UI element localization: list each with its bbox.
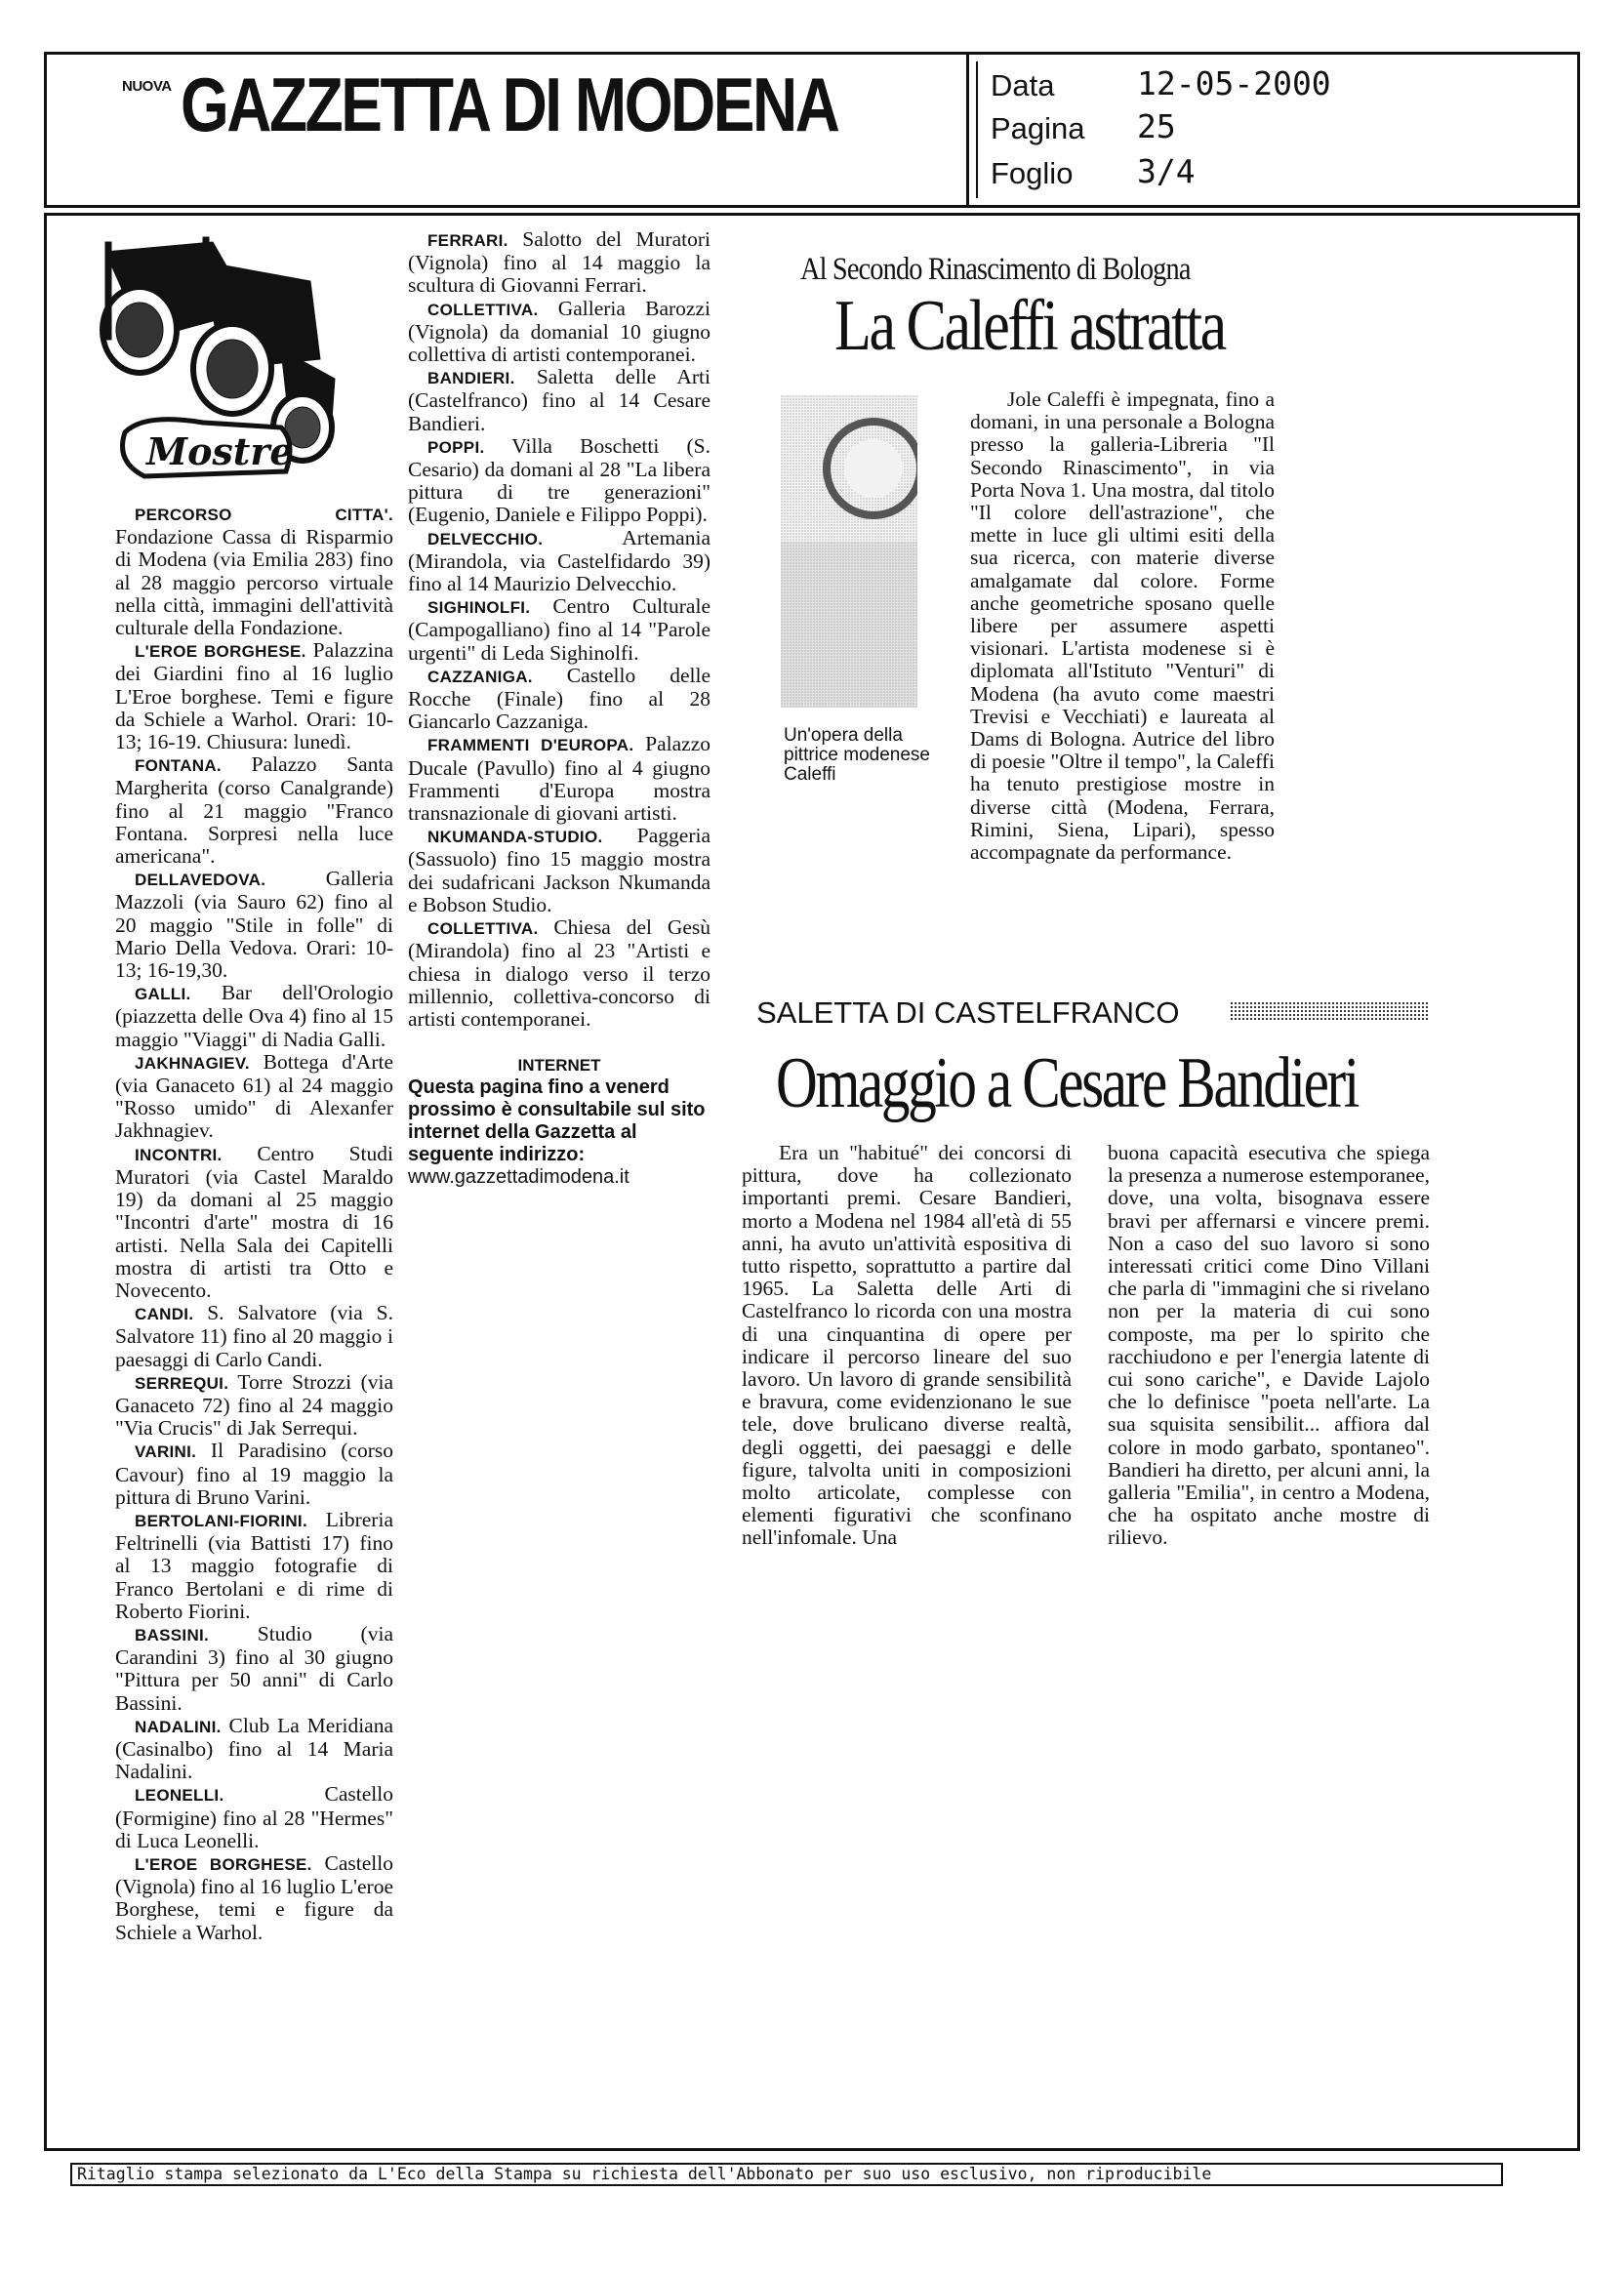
listing-entry xyxy=(408,665,710,734)
meta-label-sheet: Foglio xyxy=(991,156,1074,190)
internet-url: www.gazzettadimodena.it xyxy=(408,1166,629,1189)
listing-key: COLLETTIVA. xyxy=(427,300,539,319)
artwork-caption: Un'opera della pittrice modenese Caleffi xyxy=(784,725,930,785)
mostre-logo xyxy=(86,232,345,486)
listing-text: Paggeria (Sassuolo) fino 15 maggio mostra dei sudafricani Jackson Nkumanda e Bobson Studio. xyxy=(408,824,710,916)
listing-text: Castello delle Rocche (Finale) fino al 28 Giancarlo Cazzaniga. xyxy=(408,663,710,734)
listing-key: DELVECCHIO. xyxy=(427,529,544,548)
meta-value-sheet: 3/4 xyxy=(1137,152,1196,190)
listing-entry xyxy=(408,298,710,367)
listing-text: Club La Meridiana (Casinalbo) fino al 14 Maria Nadalini. xyxy=(115,1713,393,1784)
listing-entry xyxy=(115,868,393,982)
listing-entry xyxy=(408,366,710,435)
listing-entry xyxy=(115,1302,393,1371)
listing-key: POPPI. xyxy=(427,437,485,457)
listing-entry xyxy=(115,1783,393,1852)
listing-key: BANDIERI. xyxy=(427,369,515,388)
listing-text: Fondazione Cassa di Risparmio di Modena (via Emilia 283) fino al 28 maggio percorso virtuale nella città, immagini dell'attività culturale della Fondazione. xyxy=(115,525,393,640)
listings-column-1 xyxy=(115,503,393,1944)
header-divider-inner xyxy=(976,61,978,198)
listing-entry xyxy=(408,916,710,1031)
listing-key: NADALINI. xyxy=(135,1717,222,1736)
masthead-title: GAZZETTA DI MODENA xyxy=(181,61,838,147)
listing-entry xyxy=(115,1051,393,1143)
listing-entry xyxy=(115,639,393,753)
meta-value-page: 25 xyxy=(1137,107,1176,145)
listing-entry xyxy=(408,527,710,596)
listing-key: INCONTRI. xyxy=(135,1145,223,1164)
article2-paragraph-left: Era un "habitué" dei concorsi di pittura, dove ha collezionato importanti premi. Cesare Bandieri, morto a Modena nel 1984 all'età di 55 anni, ha avuto un'attività espositiva di tutto rispetto, soprattutto a partire dal 1965. La Saletta delle Arti di Castelfranco lo ricorda con una mostra di una cinquantina di opere per indicare il percorso lineare del suo lavoro. Un lavoro di grande sensibilità e bravura, come evidenzionano le sue tele, dove brulicano diverse realtà, degli oggetti, dei paesaggi e delle figure, talvolta uniti in composizioni molto articolate, complesse con elementi figurativi che sconfinano nell'infomale. Una xyxy=(742,1142,1072,1550)
listing-key: DELLAVEDOVA. xyxy=(135,871,266,890)
logo-label: Mostre xyxy=(146,429,294,473)
listing-entry xyxy=(408,733,710,825)
internet-text: Questa pagina fino a venerd prossimo è consultabile sul sito internet della Gazzetta al seguente indirizzo: xyxy=(408,1076,706,1166)
listing-key: L'EROE BORGHESE. xyxy=(135,1854,312,1874)
article2-section-tag: SALETTA DI CASTELFRANCO xyxy=(756,995,1180,1030)
listing-key: L'EROE BORGHESE. xyxy=(135,642,306,662)
listing-key: SERREQUI. xyxy=(135,1373,229,1393)
listing-entry xyxy=(115,1371,393,1441)
listing-entry xyxy=(115,982,393,1051)
listing-text: Centro Culturale (Campogalliano) fino al 14 "Parole urgenti" di Leda Sighinolfi. xyxy=(408,594,710,665)
article2-title: Omaggio a Cesare Bandieri xyxy=(776,1043,1358,1123)
listing-text: Centro Studi Muratori (via Castel Maraldo 19) da domani al 25 maggio "Incontri d'arte" mostra di 16 artisti. Nella Sala dei Capitelli mostra di artisti tra Otto e Novecento. xyxy=(115,1141,393,1302)
listing-entry xyxy=(115,1509,393,1623)
listing-text: Palazzo Santa Margherita (corso Canalgrande) fino al 21 maggio "Franco Fontana. Sorpresi nella luce americana". xyxy=(115,752,393,869)
listing-text: Castello (Vignola) fino al 16 luglio L'eroe Borghese, temi e figure da Schiele a Warhol. xyxy=(115,1850,393,1944)
listing-text: Studio (via Carandini 3) fino al 30 giugno "Pittura per 50 anni" di Carlo Bassini. xyxy=(115,1621,393,1715)
listing-key: SIGHINOLFI. xyxy=(427,598,531,618)
listing-text: Torre Strozzi (via Ganaceto 72) fino al 24 maggio "Via Crucis" di Jak Serrequi. xyxy=(115,1369,393,1441)
listing-entry xyxy=(115,1715,393,1784)
listing-key: NKUMANDA-STUDIO. xyxy=(427,828,603,847)
listing-entry xyxy=(408,228,710,298)
listing-text: Libreria Feltrinelli (via Battisti 17) fino al 13 maggio fotografie di Franco Bertolani e di rime di Roberto Fiorini. xyxy=(115,1507,393,1623)
listing-key: JAKHNAGIEV. xyxy=(135,1053,250,1073)
listing-entry xyxy=(408,435,710,527)
listing-text: S. Salvatore (via S. Salvatore 11) fino al 20 maggio i paesaggi di Carlo Candi. xyxy=(115,1301,393,1371)
listing-entry xyxy=(115,753,393,868)
article2-body-left xyxy=(742,1142,1072,1675)
meta-label-page: Pagina xyxy=(991,111,1085,145)
listing-entry xyxy=(115,1852,393,1944)
listing-key: BASSINI. xyxy=(135,1625,210,1645)
listing-text: Bottega d'Arte (via Ganaceto 61) al 24 maggio "Rosso umido" di Alexanfer Jakhnagiev. xyxy=(115,1049,393,1143)
listing-text: Bar dell'Orologio (piazzetta delle Ova 4) fino al 15 maggio "Viaggi" di Nadia Galli. xyxy=(115,981,393,1051)
listing-entry xyxy=(115,1623,393,1715)
listing-text: Chiesa del Gesù (Mirandola) fino al 23 "Artisti e chiesa in dialogo verso il terzo millennio, collettiva-concorso di artisti contemporanei. xyxy=(408,915,710,1031)
listing-key: COLLETTIVA. xyxy=(427,919,539,939)
article1-body xyxy=(970,388,1275,864)
article1-kicker: Al Secondo Rinascimento di Bologna xyxy=(800,252,1191,287)
listing-key: FRAMMENTI D'EUROPA. xyxy=(427,736,634,755)
listing-text: Villa Boschetti (S. Cesario) da domani al 28 "La libera pittura di tre generazioni" (Eugenio, Daniele e Filippo Poppi). xyxy=(408,433,710,527)
listing-entry xyxy=(115,503,393,639)
meta-label-date: Data xyxy=(991,68,1055,102)
listing-key: BERTOLANI-FIORINI. xyxy=(135,1511,307,1530)
listing-text: Artemania (Mirandola, via Castelfidardo 39) fino al 14 Maurizio Delvecchio. xyxy=(408,525,710,596)
listing-entry xyxy=(408,595,710,665)
listing-key: PERCORSO CITTA'. xyxy=(135,506,393,524)
listing-entry xyxy=(408,825,710,916)
listing-key: CAZZANIGA. xyxy=(427,667,533,686)
article2-paragraph-right: buona capacità esecutiva che spiega la presenza a numerose estemporanee, dove, una volta, bisognava essere bravi per affernarsi e vincere premi. Non a caso del suo lavoro si sono interessati critici come Dino Villani che parla di "immagini che si rivelano non per la materia di cui sono composte, ma per lo spirito che racchiudono e per l'energia latente di cui sono cariche", e Davide Lajolo che lo definisce "poeta nell'arte. La sua squisita sensibilit... affiora dal colore in modo garbato, spontaneo". Bandieri ha diretto, per alcuni anni, la galleria "Emilia", in centro a Modena, che ha ospitato anche mostre di rilievo. xyxy=(1108,1141,1430,1550)
article2-body-right xyxy=(1108,1142,1430,1550)
listing-entry xyxy=(115,1143,393,1302)
listing-text: Galleria Barozzi (Vignola) da domanial 10 giugno collettiva di artisti contemporanei. xyxy=(408,296,710,367)
listing-key: LEONELLI. xyxy=(135,1786,224,1806)
listing-entry xyxy=(115,1440,393,1509)
listing-text: Salotto del Muratori (Vignola) fino al 14 maggio la scultura di Giovanni Ferrari. xyxy=(408,227,710,298)
listing-text: Palazzo Ducale (Pavullo) fino al 4 giugno Frammenti d'Europa mostra transnazionale di giovani artisti. xyxy=(408,732,710,826)
artwork-photo xyxy=(781,395,917,708)
section-tag-rule xyxy=(1230,1001,1430,1021)
listing-text: Palazzina dei Giardini fino al 16 luglio L'Eroe borghese. Temi e figure da Schiele a Warhol. Orari: 10-13; 16-19. Chiusura: lunedì. xyxy=(115,638,393,754)
listing-key: VARINI. xyxy=(135,1442,197,1462)
spotlights-icon xyxy=(86,232,345,486)
header-divider xyxy=(966,52,969,208)
listing-text: Castello (Formigine) fino al 28 "Hermes" di Luca Leonelli. xyxy=(115,1782,393,1852)
article1-title: La Caleffi astratta xyxy=(834,286,1225,366)
listing-text: Saletta delle Arti (Castelfranco) fino al 14 Cesare Bandieri. xyxy=(408,365,710,435)
meta-value-date: 12-05-2000 xyxy=(1137,64,1331,102)
listing-key: CANDI. xyxy=(135,1305,194,1324)
listing-text: Il Paradisino (corso Cavour) fino al 19 maggio la pittura di Bruno Varini. xyxy=(115,1439,393,1509)
masthead-prefix: NUOVA xyxy=(122,78,172,95)
internet-heading: INTERNET xyxy=(517,1056,601,1076)
article1-paragraph: Jole Caleffi è impegnata, fino a domani, in una personale a Bologna presso la galleria-Libreria "Il Secondo Rinascimento", in via Porta Nova 1. Una mostra, dal titolo "Il colore dell'astrazione", che mette in luce gli ultimi esiti della sua ricerca, con materie diverse amalgamate dal colore. Forme anche geometriche sposano quelle libere per assumere aspetti visionari. L'artista modenese si è diplomata all'Istituto "Venturi" di Modena (ha avuto come maestri Trevisi e Vecchiati) e laureata al Dams di Bologna. Autrice del libro di poesie "Oltre il tempo", la Caleffi ha tenuto prestigiose mostre in diverse città (Modena, Ferrara, Rimini, Siena, Lipari), spesso accompagnate da performance. xyxy=(970,387,1275,865)
listings-column-2 xyxy=(408,228,710,1190)
listing-key: GALLI. xyxy=(135,985,191,1004)
listing-key: FONTANA. xyxy=(135,756,222,776)
clipping-footer: Ritaglio stampa selezionato da L'Eco della Stampa su richiesta dell'Abbonato per suo uso esclusivo, non riproducibile xyxy=(70,2163,1503,2186)
listing-text: Galleria Mazzoli (via Sauro 62) fino al 20 maggio "Stile in folle" di Mario Della Vedova. Orari: 10-13; 16-19,30. xyxy=(115,867,393,983)
listing-key: FERRARI. xyxy=(427,231,508,250)
